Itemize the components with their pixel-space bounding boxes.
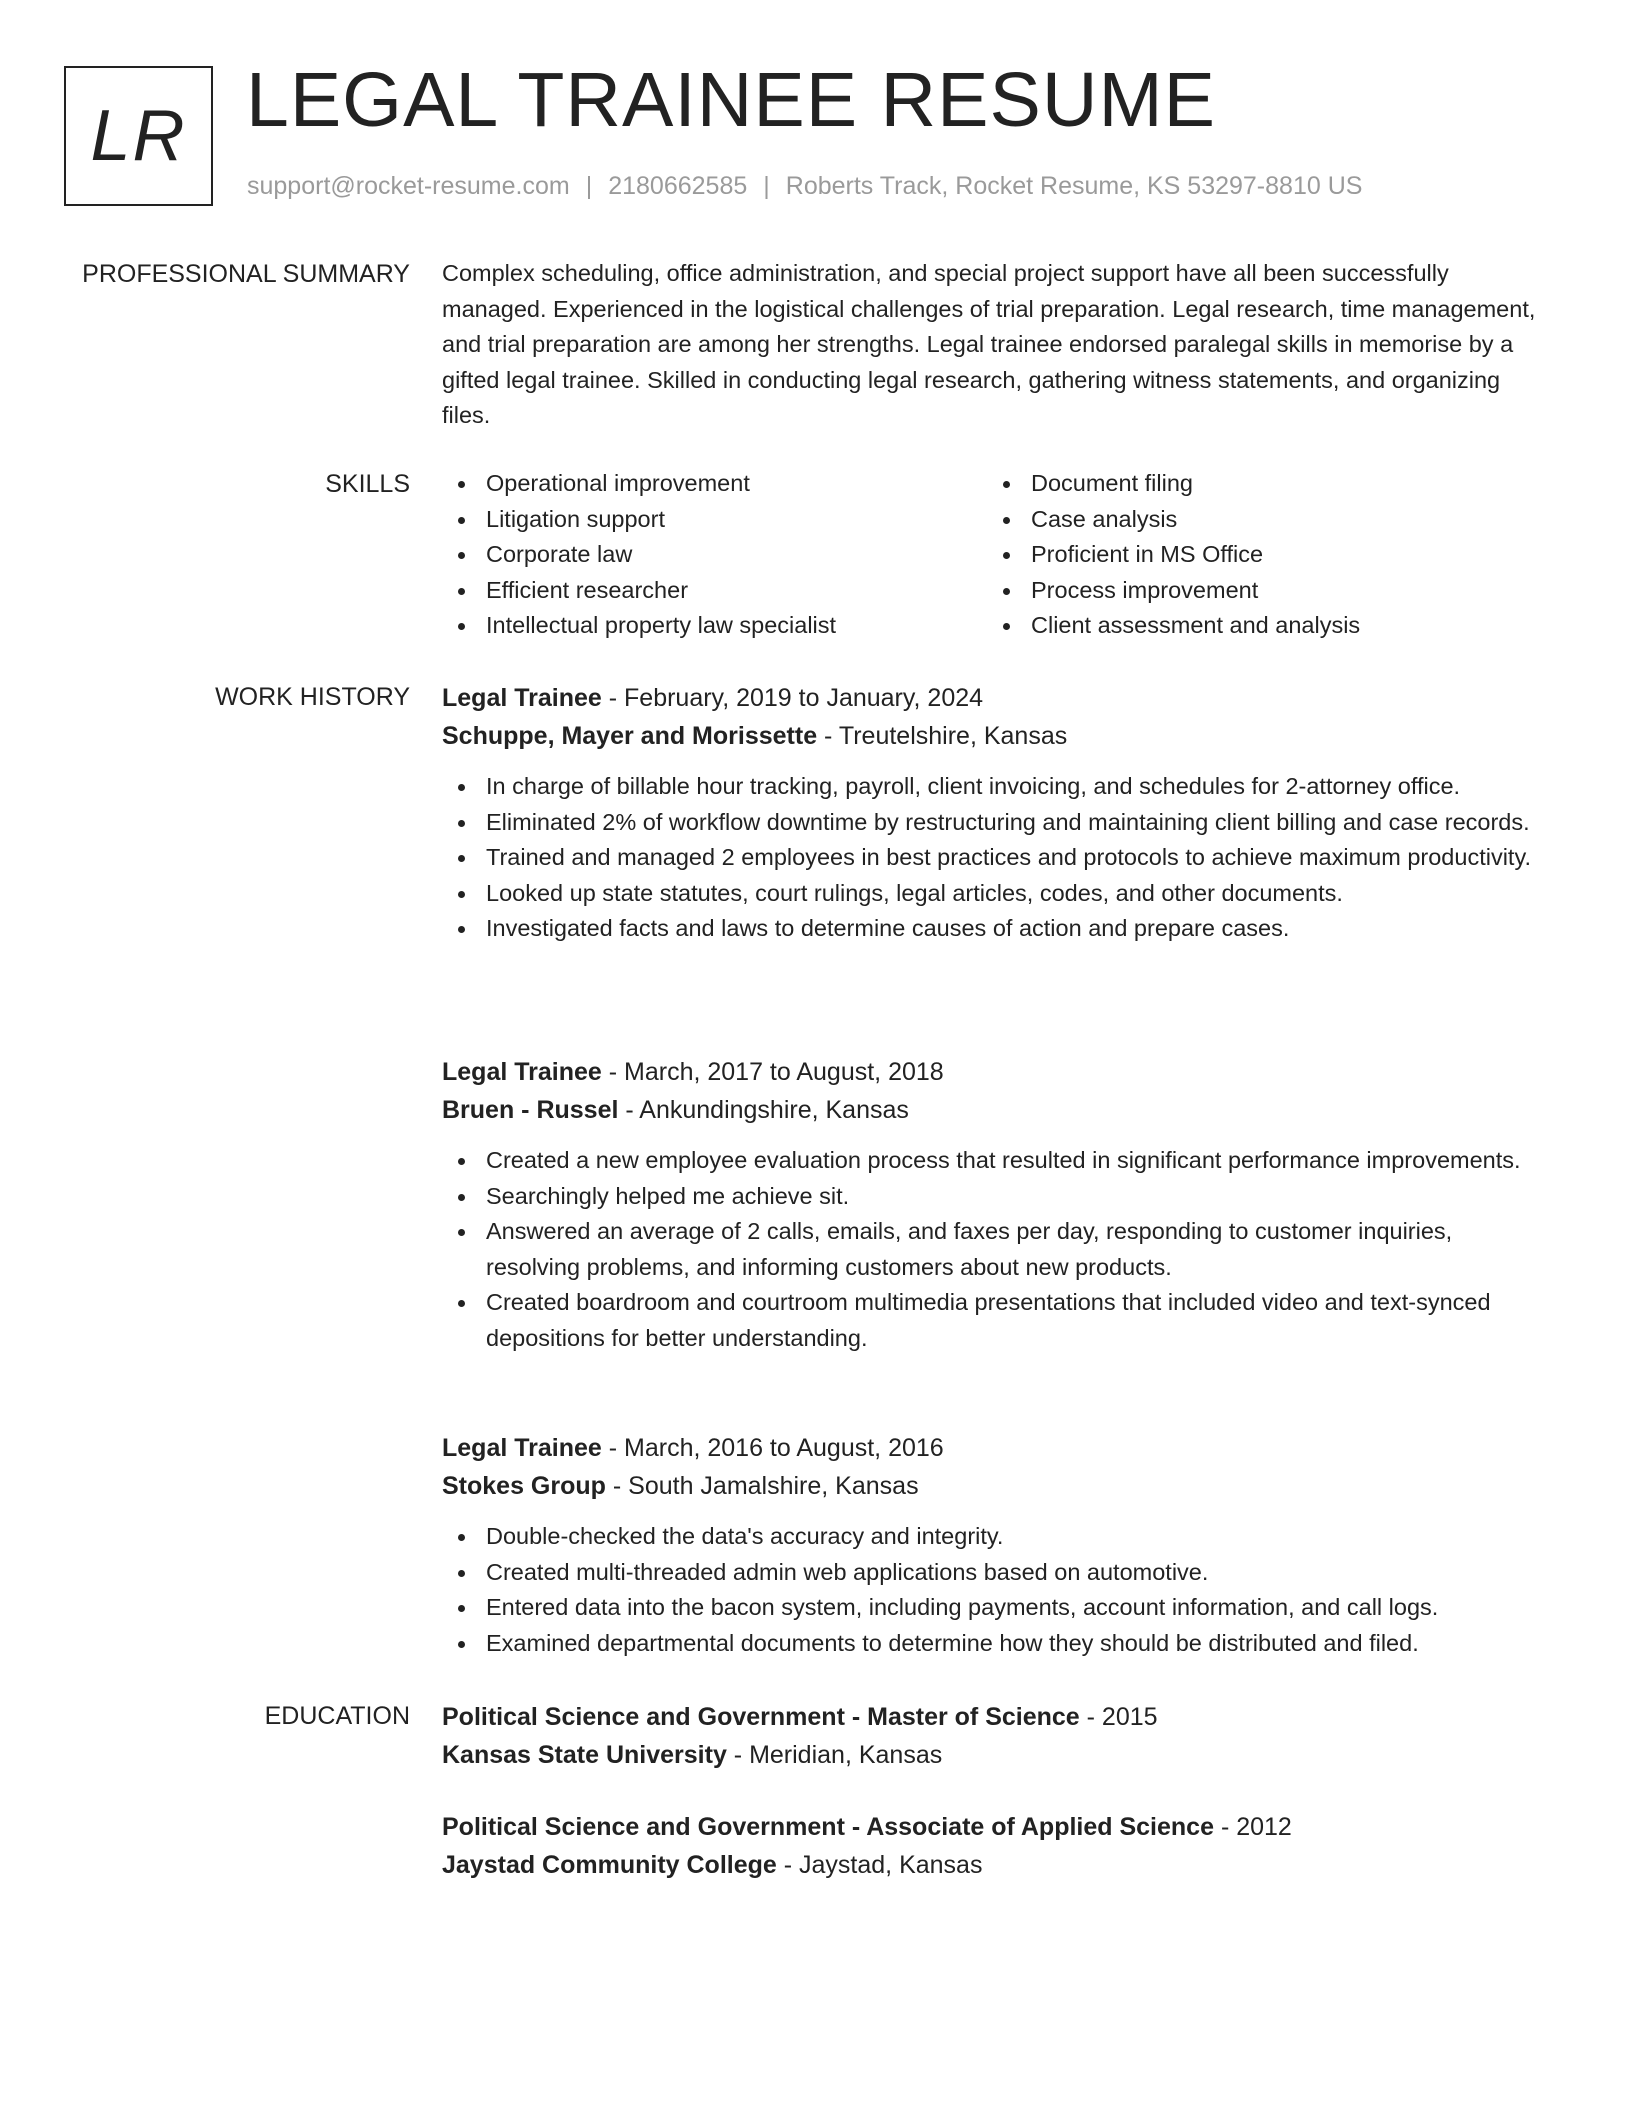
job-location: - Ankundingshire, Kansas	[618, 1096, 909, 1124]
job-location: - Treutelshire, Kansas	[817, 722, 1068, 750]
education-location: - Meridian, Kansas	[726, 1741, 943, 1769]
work-label: WORK HISTORY	[215, 683, 410, 711]
education-location: - Jaystad, Kansas	[776, 1851, 983, 1879]
job-bullet: Created a new employee evaluation process that resulted in significant performance improvements.	[442, 1143, 1552, 1179]
job-bullet: Searchingly helped me achieve sit.	[442, 1179, 1552, 1215]
job-entry	[442, 1053, 1552, 1356]
job-title: Legal Trainee	[442, 684, 602, 712]
job-entry	[442, 1429, 1552, 1661]
skills-list-right	[987, 466, 1532, 644]
education-degree-line	[442, 1698, 1552, 1736]
job-title-line	[442, 679, 1552, 717]
job-bullets	[442, 1143, 1552, 1356]
job-company: Stokes Group	[442, 1472, 606, 1500]
education-degree: Political Science and Government - Master of Science	[442, 1703, 1080, 1731]
monogram-initials: LR	[90, 96, 187, 176]
skill-item: Process improvement	[987, 573, 1532, 609]
education-year: - 2015	[1079, 1703, 1158, 1731]
education-entry	[442, 1698, 1552, 1774]
job-entry	[442, 679, 1552, 947]
monogram-box	[64, 66, 213, 206]
job-company-line	[442, 717, 1552, 755]
education-school: Kansas State University	[442, 1741, 727, 1769]
job-location: - South Jamalshire, Kansas	[605, 1472, 919, 1500]
skill-item: Litigation support	[442, 502, 987, 538]
job-bullet: In charge of billable hour tracking, payroll, client invoicing, and schedules for 2-attorney office.	[442, 769, 1552, 805]
job-dates: - February, 2019 to January, 2024	[601, 684, 984, 712]
job-bullet: Looked up state statutes, court rulings, legal articles, codes, and other documents.	[442, 876, 1552, 912]
skill-item: Client assessment and analysis	[987, 608, 1532, 644]
skill-item: Proficient in MS Office	[987, 537, 1532, 573]
job-bullet: Created multi-threaded admin web applications based on automotive.	[442, 1555, 1552, 1591]
skill-item: Efficient researcher	[442, 573, 987, 609]
skills-body	[442, 466, 1552, 644]
job-bullet: Eliminated 2% of workflow downtime by restructuring and maintaining client billing and case records.	[442, 805, 1552, 841]
skills-label: SKILLS	[325, 470, 410, 498]
job-dates: - March, 2017 to August, 2018	[601, 1058, 944, 1086]
job-bullet: Created boardroom and courtroom multimedia presentations that included video and text-synced depositions for better understanding.	[442, 1285, 1552, 1356]
skills-list-left	[442, 466, 987, 644]
skill-item: Intellectual property law specialist	[442, 608, 987, 644]
skills-grid	[442, 466, 1552, 644]
contact-separator: |	[585, 172, 593, 200]
job-company-line	[442, 1467, 1552, 1505]
skill-item: Case analysis	[987, 502, 1532, 538]
job-title: Legal Trainee	[442, 1058, 602, 1086]
education-school-line	[442, 1736, 1552, 1774]
education-degree: Political Science and Government - Associate of Applied Science	[442, 1813, 1214, 1841]
job-title-line	[442, 1053, 1552, 1091]
job-company: Schuppe, Mayer and Morissette	[442, 722, 818, 750]
skill-item: Document filing	[987, 466, 1532, 502]
contact-email[interactable]: support@rocket-resume.com	[247, 172, 570, 200]
contact-address: Roberts Track, Rocket Resume, KS 53297-8810 US	[785, 172, 1363, 200]
education-school: Jaystad Community College	[442, 1851, 777, 1879]
education-label: EDUCATION	[264, 1702, 410, 1730]
education-school-line	[442, 1846, 1552, 1884]
skill-item: Operational improvement	[442, 466, 987, 502]
job-bullets	[442, 769, 1552, 947]
resume-title: LEGAL TRAINEE RESUME	[246, 57, 1216, 143]
summary-body	[442, 256, 1552, 434]
skill-item: Corporate law	[442, 537, 987, 573]
summary-label: PROFESSIONAL SUMMARY	[82, 260, 410, 288]
job-bullet: Entered data into the bacon system, including payments, account information, and call logs.	[442, 1590, 1552, 1626]
contact-separator: |	[763, 172, 770, 200]
contact-phone: 2180662585	[608, 172, 748, 200]
job-bullet: Trained and managed 2 employees in best practices and protocols to achieve maximum productivity.	[442, 840, 1552, 876]
education-degree-line	[442, 1808, 1552, 1846]
job-bullet: Examined departmental documents to determine how they should be distributed and filed.	[442, 1626, 1552, 1662]
job-bullet: Double-checked the data's accuracy and integrity.	[442, 1519, 1552, 1555]
job-bullet: Investigated facts and laws to determine causes of action and prepare cases.	[442, 911, 1552, 947]
summary-text: Complex scheduling, office administration, and special project support have all been successfully managed. Experienced in the logistical challenges of trial preparation. Legal research, time management, and trial preparation are among her strengths. Legal trainee endorsed paralegal skills in memorise by a gifted legal trainee. Skilled in conducting legal research, gathering witness statements, and organizing files.	[442, 260, 1536, 428]
job-company: Bruen - Russel	[442, 1096, 619, 1124]
job-dates: - March, 2016 to August, 2016	[601, 1434, 944, 1462]
job-title-line	[442, 1429, 1552, 1467]
job-company-line	[442, 1091, 1552, 1129]
job-bullets	[442, 1519, 1552, 1661]
job-title: Legal Trainee	[442, 1434, 602, 1462]
job-bullet: Answered an average of 2 calls, emails, and faxes per day, responding to customer inquiries, resolving problems, and informing customers about new products.	[442, 1214, 1552, 1285]
education-year: - 2012	[1214, 1813, 1292, 1841]
education-entry	[442, 1808, 1552, 1884]
contact-line	[247, 172, 1362, 201]
